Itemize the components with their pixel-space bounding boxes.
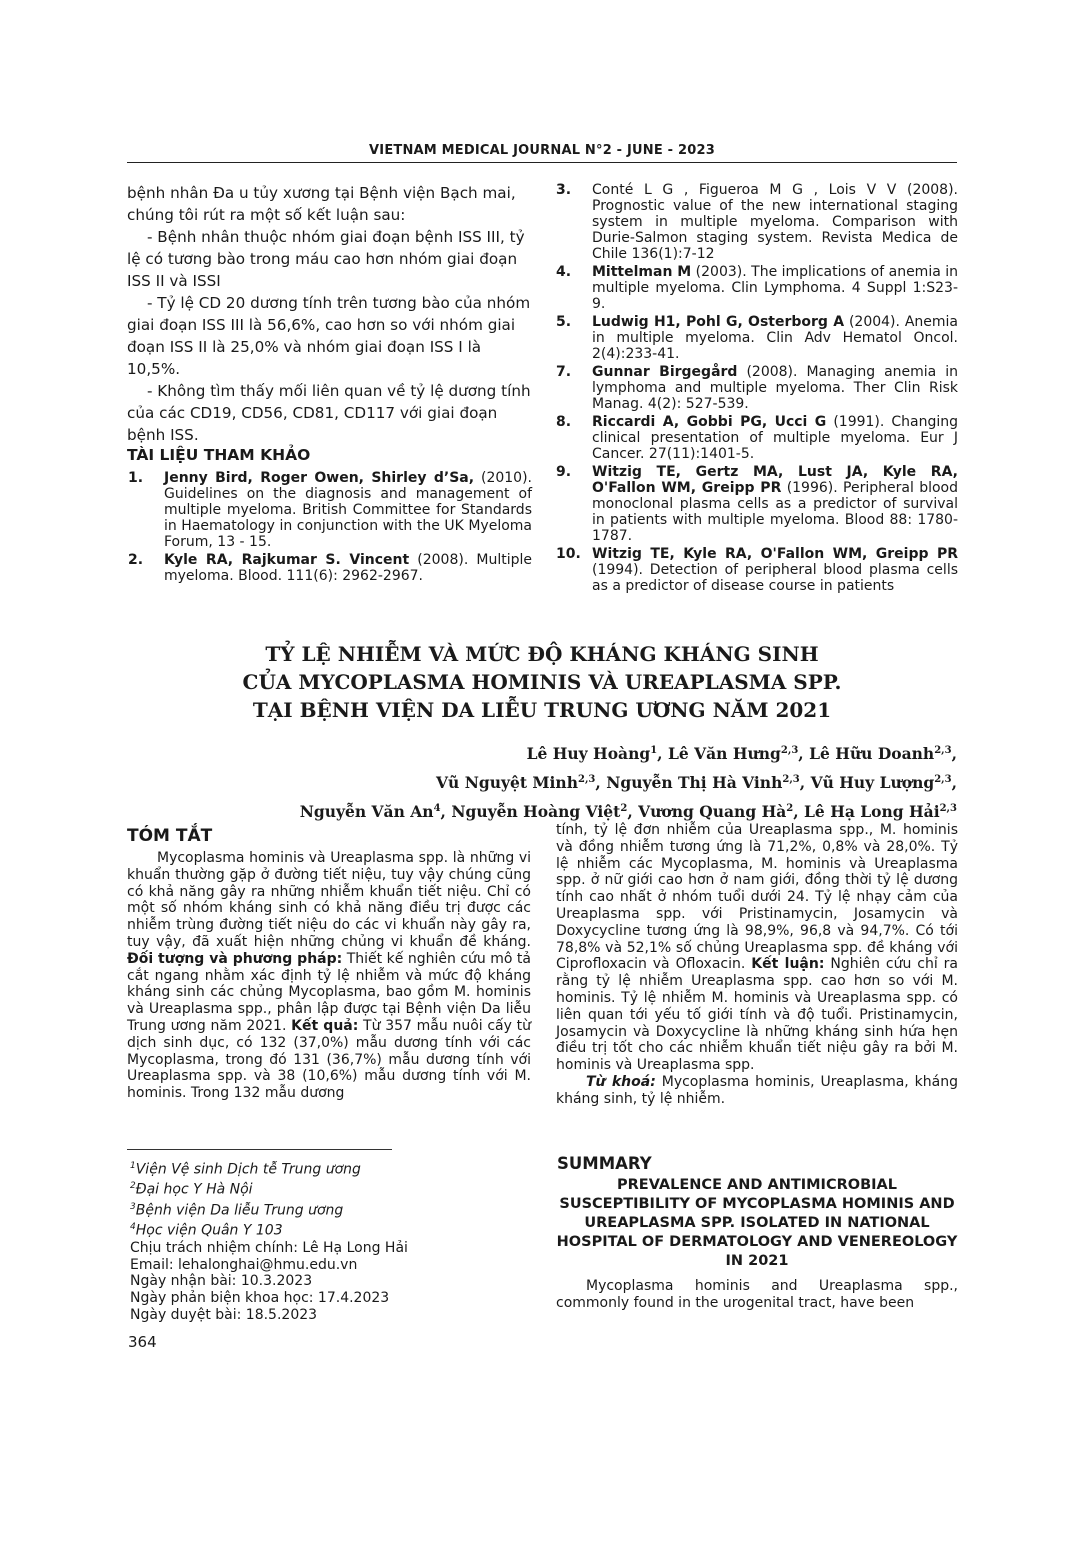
- reference-item: [556, 464, 958, 544]
- abstract-body-right: [556, 822, 958, 1108]
- reference-number: 4.: [556, 264, 572, 280]
- conclusion-point: - Bệnh nhân thuộc nhóm giai đoạn bệnh ISS III, tỷ lệ có tương bào trong máu cao hơn nhóm giai đoạn ISS II và ISSI: [127, 228, 525, 290]
- abstract-result-label: Kết quả:: [291, 1017, 359, 1034]
- abstract-text: Nghiên cứu chỉ ra rằng tỷ lệ nhiễm Ureaplasma spp. cao hơn so với M. hominis. Tỷ lệ nhiễm M. hominis và Ureaplasma spp. có liên quan tới yếu tố giới tính và độ tuổi. Pristinamycin, Josamycin và Doxycycline là những kháng sinh hứa hẹn điều trị tốt cho các nhiễm khuẩn tiết niệu gây ra bởi M. hominis và Ureaplasma spp.: [556, 956, 958, 1074]
- affiliation-text: Học viện Quân Y 103: [135, 1223, 283, 1240]
- author-name: Nguyễn Văn An: [299, 802, 434, 822]
- abstract-conclusion-label: Kết luận:: [751, 956, 825, 973]
- reference-item: [556, 414, 958, 462]
- page-number: 364: [128, 1333, 157, 1351]
- reference-item: [128, 470, 532, 550]
- journal-header: VIETNAM MEDICAL JOURNAL N°2 - JUNE - 2023: [369, 143, 715, 158]
- reference-authors: Mittelman M: [592, 264, 692, 280]
- abstract-paragraph: [127, 850, 531, 1102]
- reference-item: [556, 182, 958, 262]
- article-title-line: TỶ LỆ NHIỄM VÀ MỨC ĐỘ KHÁNG KHÁNG SINH: [265, 642, 819, 666]
- author-affiliation: 2: [786, 803, 794, 815]
- contact-email: Email: lehalonghai@hmu.edu.vn: [130, 1256, 358, 1273]
- reference-item: [556, 314, 958, 362]
- reference-authors: Gunnar Birgegård: [592, 364, 738, 380]
- affiliation-text: Viện Vệ sinh Dịch tễ Trung ương: [135, 1161, 361, 1178]
- abstract-keywords: [556, 1074, 958, 1108]
- author-affiliation: 2,3: [780, 745, 799, 756]
- keywords-label: Từ khoá:: [586, 1073, 656, 1090]
- author-affiliation: 2,3: [934, 774, 952, 786]
- author-name: Vũ Nguyệt Minh: [436, 773, 578, 793]
- reference-text: Conté L G , Figueroa M G , Lois V V (2008). Prognostic value of the new international staging system in multiple myeloma. Comparison with Durie-Salmon staging system. Revista Medica de Chile 136(1):7-12: [592, 182, 958, 262]
- reference-authors: Witzig TE, Gertz MA, Lust JA, Kyle RA, O'Fallon WM, Greipp PR: [592, 464, 958, 496]
- summary-title: PREVALENCE AND ANTIMICROBIAL SUSCEPTIBILITY OF MYCOPLASMA HOMINIS AND UREAPLASMA SPP. ISOLATED IN NATIONAL HOSPITAL OF DERMATOLOGY AND VENEREOLOGY IN 2021: [556, 1177, 958, 1269]
- affiliation-number: 2: [130, 1181, 136, 1192]
- author-affiliation: 2,3: [782, 774, 800, 786]
- author-name: Nguyễn Hoàng Việt: [451, 802, 621, 822]
- affiliation: [130, 1199, 530, 1219]
- conclusion-point: - Tỷ lệ CD 20 dương tính trên tương bào của nhóm giai đoạn ISS III là 56,6%, cao hơn so với nhóm giai đoạn ISS II là 25,0% và nhóm giai đoạn ISS I là 10,5%.: [127, 294, 531, 378]
- author-name: Lê Hạ Long Hải: [804, 802, 940, 822]
- author-affiliation: 4: [433, 803, 441, 815]
- header-rule: [127, 162, 957, 163]
- reference-number: 8.: [556, 414, 572, 430]
- responsible-author: Chịu trách nhiệm chính: Lê Hạ Long Hải: [130, 1239, 408, 1256]
- author-name: Nguyễn Thị Hà Vinh: [606, 773, 783, 793]
- reference-item: [128, 552, 532, 584]
- summary-body: Mycoplasma hominis and Ureaplasma spp., commonly found in the urogenital tract, have been: [556, 1278, 958, 1311]
- conclusion-point: - Không tìm thấy mối liên quan về tỷ lệ dương tính của các CD19, CD56, CD81, CD117 với giai đoạn bệnh ISS.: [127, 382, 531, 444]
- reference-number: 3.: [556, 182, 572, 198]
- abstract-text: Thiết kế nghiên cứu mô tả cắt ngang nhằm xác định tỷ lệ nhiễm và mức độ kháng kháng sinh các chủng Mycoplasma, bao gồm M. hominis và Ureaplasma spp., phân lập được tại Bệnh viện Da liễu Trung ương năm 2021.: [127, 950, 531, 1034]
- reference-authors: Kyle RA, Rajkumar S. Vincent: [164, 552, 410, 568]
- keywords-text: Mycoplasma hominis, Ureaplasma, kháng kháng sinh, tỷ lệ nhiễm.: [556, 1073, 958, 1107]
- author-affiliation: 2: [620, 803, 628, 815]
- reference-authors: Witzig TE, Kyle RA, O'Fallon WM, Greipp PR: [592, 546, 958, 562]
- abstract-paragraph: [556, 822, 958, 1074]
- reference-authors: Jenny Bird, Roger Owen, Shirley d’Sa,: [164, 470, 475, 486]
- reference-number: 9.: [556, 464, 572, 480]
- reference-authors: Ludwig H1, Pohl G, Osterborg A: [592, 314, 845, 330]
- reference-text: (2008). Multiple myeloma. Blood. 111(6): 2962-2967.: [164, 552, 533, 584]
- author-affiliation: 2,3: [939, 803, 957, 815]
- author-list: [127, 738, 957, 825]
- affiliation-number: 3: [130, 1201, 136, 1212]
- abstract-text: Mycoplasma hominis và Ureaplasma spp. là những vi khuẩn thường gặp ở đường tiết niệu, tuy vậy chúng cũng có khả năng gây ra những nhiễm khuẩn tiết niệu. Chỉ có một số nhóm kháng sinh có khả năng điều trị được các nhiễm trùng đường tiết niệu do các vi khuẩn này gây ra, tuy vậy, đã xuất hiện những chủng vi khuẩn đề kháng.: [127, 850, 531, 950]
- author-affiliation: 2,3: [577, 774, 596, 786]
- conclusion-section: [127, 182, 531, 446]
- reference-item: [556, 364, 958, 412]
- abstract-method-label: Đối tượng và phương pháp:: [127, 950, 343, 967]
- reference-text: (1991). Changing clinical presentation of multiple myeloma. Eur J Cancer. 27(11):1401-5.: [592, 414, 958, 462]
- summary-heading: SUMMARY: [557, 1154, 652, 1173]
- reference-text: (2008). Managing anemia in lymphoma and multiple myeloma. Ther Clin Risk Manag. 4(2): 527-539.: [592, 364, 959, 412]
- author-name: Vương Quang Hà: [638, 802, 787, 822]
- date-received: Ngày nhận bài: 10.3.2023: [130, 1273, 313, 1290]
- author-line: Lê Huy Hoàng$^1$, Lê Văn Hưng$^{2,3}$, Lê Hữu Doanh$^{2,3}$,: [526, 744, 957, 764]
- references-list-left: [128, 470, 532, 586]
- abstract-body-left: [127, 850, 531, 1102]
- author-affiliation: 2,3: [934, 745, 952, 756]
- reference-item: [556, 264, 958, 312]
- reference-authors: Riccardi A, Gobbi PG, Ucci G: [592, 414, 827, 430]
- author-name: Lê Huy Hoàng: [526, 744, 651, 764]
- references-heading: TÀI LIỆU THAM KHẢO: [127, 446, 311, 464]
- reference-item: [556, 546, 958, 594]
- reference-text: (1994). Detection of peripheral blood plasma cells as a predictor of disease course in patients: [592, 562, 958, 594]
- affiliation-number: 4: [130, 1222, 136, 1233]
- author-line: Nguyễn Văn An$^4$, Nguyễn Hoàng Việt$^2$, Vương Quang $Hà^2$, Lê Hạ Long Hải$^{2,3}$: [299, 802, 957, 822]
- author-line: Vũ Nguyệt Minh$^{2,3}$, Nguyễn Thị Hà Vinh$^{2,3}$, Vũ Huy Lượng$^{2,3}$,: [436, 773, 957, 793]
- abstract-text: tính, tỷ lệ đơn nhiễm của Ureaplasma spp., M. hominis và đồng nhiễm tương ứng là 71,2%, 0,8% và 28,0%. Tỷ lệ nhiễm các Mycoplasma, M. hominis và Ureaplasma spp. ở nữ giới cao hơn ở nam giới, đồng thời tỷ lệ dương tính cao nhất ở nhóm tuổi dưới 24. Tỷ lệ nhạy cảm của Ureaplasma spp. với Pristinamycin, Josamycin và Doxycycline tương ứng là 98,9%, 96,8 và 94,7%. Có tới 78,8% và 52,1% số chủng Ureaplasma spp. đề kháng với Ciprofloxacin và Ofloxacin.: [556, 822, 958, 973]
- abstract-text: Từ 357 mẫu nuôi cấy từ dịch sinh dục, có 132 (37,0%) mẫu dương tính với các Mycoplasma, trong đó 131 (36,7%) mẫu dương tính với Ureaplasma spp. và 38 (10,6%) mẫu dương tính với M. hominis. Trong 132 mẫu dương: [127, 1017, 531, 1102]
- reference-text: (2004). Anemia in multiple myeloma. Clin Adv Hematol Oncol. 2(4):233-41.: [592, 314, 958, 362]
- reference-text: (2003). The implications of anemia in multiple myeloma. Clin Lymphoma. 4 Suppl 1:S23-9.: [592, 264, 958, 312]
- reference-number: 7.: [556, 364, 572, 380]
- references-list-right: [556, 182, 958, 596]
- affiliation: [130, 1178, 530, 1198]
- affiliation: [130, 1219, 530, 1239]
- conclusion-intro: bệnh nhân Đa u tủy xương tại Bệnh viện Bạch mai, chúng tôi rút ra một số kết luận sau:: [127, 184, 516, 224]
- reference-number: 10.: [556, 546, 581, 562]
- reference-number: 2.: [128, 552, 144, 568]
- reference-text: (2010). Guidelines on the diagnosis and management of multiple myeloma. British Committee for Standards in Haematology in conjunction with the UK Myeloma Forum, 13 - 15.: [164, 470, 532, 550]
- reference-number: 1.: [128, 470, 144, 486]
- reference-text: (1996). Peripheral blood monoclonal plasma cells as a predictor of survival in patients with multiple myeloma. Blood 88: 1780-1787.: [592, 480, 958, 544]
- reference-number: 5.: [556, 314, 572, 330]
- author-name: Lê Hữu Doanh: [809, 744, 935, 764]
- article-title: [127, 640, 957, 724]
- footnote-rule: [127, 1149, 392, 1150]
- abstract-heading: TÓM TẮT: [127, 826, 213, 846]
- affiliation: [130, 1158, 530, 1178]
- author-affiliation: 1: [650, 745, 658, 756]
- affiliation-text: Đại học Y Hà Nội: [135, 1182, 253, 1199]
- date-accepted: Ngày duyệt bài: 18.5.2023: [130, 1307, 318, 1323]
- article-title-line: CỦA MYCOPLASMA HOMINIS VÀ UREAPLASMA SPP.: [242, 670, 842, 694]
- author-name: Lê Văn Hưng: [667, 744, 781, 764]
- author-name: Vũ Huy Lượng: [810, 773, 935, 793]
- footnotes: [130, 1158, 530, 1324]
- affiliation-text: Bệnh viện Da liễu Trung ương: [135, 1202, 344, 1219]
- article-title-line: TẠI BỆNH VIỆN DA LIỄU TRUNG ƯƠNG NĂM 2021: [252, 698, 832, 722]
- affiliation-number: 1: [130, 1161, 136, 1171]
- date-reviewed: Ngày phản biện khoa học: 17.4.2023: [130, 1290, 390, 1307]
